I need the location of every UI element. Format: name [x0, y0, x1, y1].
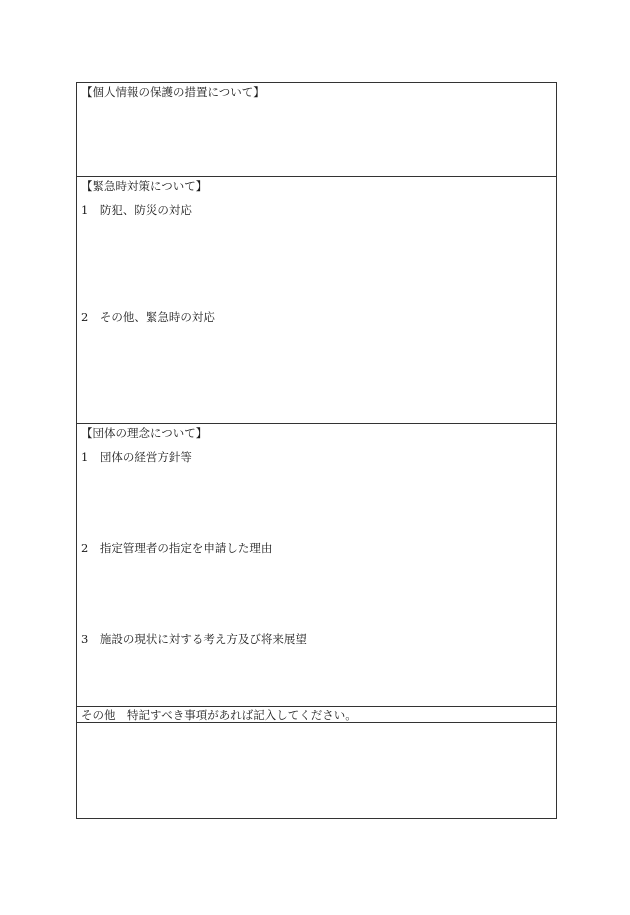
privacy-section: [77, 83, 556, 176]
emergency-heading: 【緊急時対策について】: [81, 179, 208, 193]
philosophy-item-2: 2 指定管理者の指定を申請した理由: [81, 541, 273, 555]
emergency-section: [77, 176, 556, 423]
other-heading-row: [77, 706, 556, 722]
emergency-item-1: 1 防犯、防災の対応: [81, 203, 192, 217]
philosophy-section: [77, 423, 556, 706]
other-entry-area[interactable]: [77, 722, 556, 818]
philosophy-item-1: 1 団体の経営方針等: [81, 450, 192, 464]
philosophy-heading: 【団体の理念について】: [81, 426, 208, 440]
application-form-table: [76, 82, 557, 819]
emergency-item-2: 2 その他、緊急時の対応: [81, 310, 215, 324]
other-heading: その他 特記すべき事項があれば記入してください。: [81, 708, 357, 722]
privacy-heading: 【個人情報の保護の措置について】: [81, 85, 265, 99]
philosophy-item-3: 3 施設の現状に対する考え方及び将来展望: [81, 632, 307, 646]
